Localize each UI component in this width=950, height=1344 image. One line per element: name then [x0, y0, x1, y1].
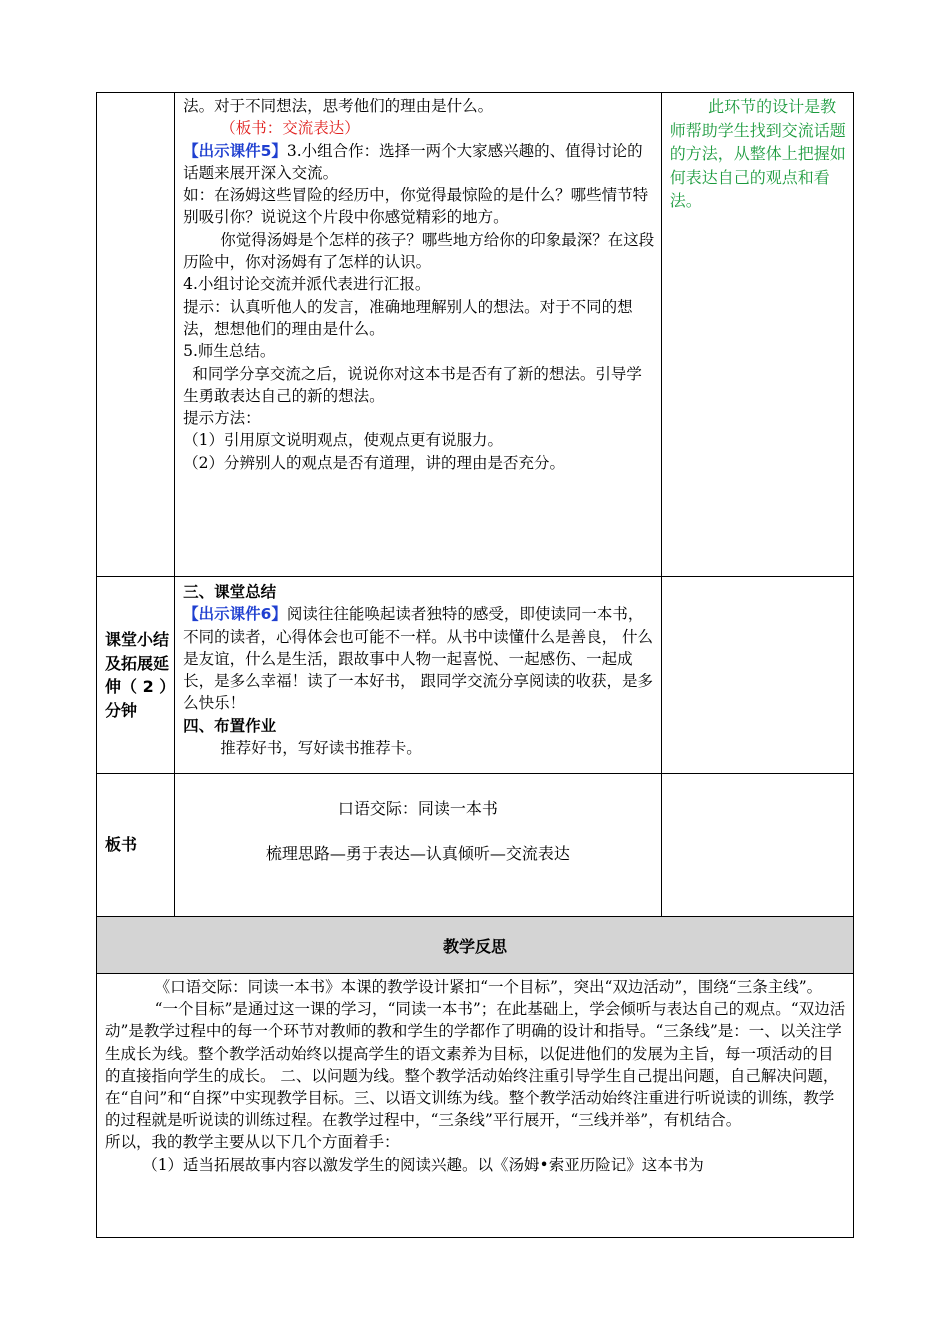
reflection-content-cell [97, 974, 854, 1238]
reflection-paragraph: 所以，我的教学主要从以下几个方面着手： [105, 1133, 400, 1152]
discussion-line: （1）引用原文说明观点，使观点更有说服力。 [183, 431, 503, 450]
discussion-content-cell [175, 93, 662, 577]
discussion-line: 提示：认真听他人的发言，准确地理解别人的想法。对于不同的想法，想想他们的理由是什么。 [183, 297, 633, 338]
board-flow: 梳理思路—勇于表达—认真倾听—交流表达 [265, 844, 570, 863]
summary-row [97, 577, 854, 774]
discussion-line: 法。对于不同想法，思考他们的理由是什么。 [183, 97, 494, 115]
design-note-cell [661, 93, 853, 577]
discussion-line: 4.小组讨论交流并派代表进行汇报。 [183, 275, 431, 294]
design-note: 此环节的设计是教师帮助学生找到交流话题的方法，从整体上把握如何表达自己的观点和看法。 [669, 97, 846, 210]
summary-label: 课堂小结及拓展延伸（ 2 ）分钟 [97, 577, 175, 774]
summary-content-cell [175, 577, 662, 774]
discussion-label-cell [97, 93, 175, 577]
discussion-line: 3.小组合作：选择一两个大家感兴趣的、值得讨论的话题来展开深入交流。 [183, 141, 643, 182]
board-note: （板书：交流表达） [220, 119, 360, 138]
board-content-cell [175, 774, 662, 917]
courseware-tag-5: 【出示课件5】 [183, 141, 287, 160]
reflection-paragraph: “一个目标”是通过这一课的学习，“同读一本书”；在此基础上，学会倾听与表达自己的观点。“双边活动”是教学过程中的每一个环节对教师的教和学生的学都作了明确的设计和指导。“三条线”是：一、以关注学生成长为线。整个教学活动始终以提高学生的语文素养为目标，以促进他们的发展为主旨，每一项活动的目的直接指向学生的成长。 二、以问题为线。整个教学活动始终注重引导学生自己提出问题，自己解决问题，在“自问”和“自探”中实现教学目标。三、以语文训练为线。整个教学活动始终注重进行听说读的训练，教学的过程就是听说读的训练过程。在教学过程中，“三条线”平行展开，“三线并举”，有机结合。 [105, 1000, 846, 1130]
discussion-line: 和同学分享交流之后，说说你对这本书是否有了新的想法。引导学生勇敢表达自己的新的想法。 [183, 364, 642, 405]
discussion-line: 你觉得汤姆是个怎样的孩子？哪些地方给你的印象最深？在这段历险中，你对汤姆有了怎样的认识。 [183, 230, 655, 272]
homework-text: 推荐好书，写好读书推荐卡。 [220, 739, 422, 758]
reflection-head-row [97, 917, 854, 974]
discussion-line: 如：在汤姆这些冒险的经历中，你觉得最惊险的是什么？哪些情节特别吸引你？说说这个片段中你感觉精彩的地方。 [183, 186, 649, 227]
summary-heading: 三、课堂总结 [183, 583, 277, 601]
courseware-tag-6: 【出示课件6】 [183, 605, 287, 624]
discussion-line: 5.师生总结。 [183, 342, 276, 361]
reflection-paragraph: （1）适当拓展故事内容以激发学生的阅读兴趣。以《汤姆•索亚历险记》这本书为 [142, 1155, 704, 1174]
homework-heading: 四、布置作业 [183, 716, 277, 735]
board-title: 口语交际：同读一本书 [337, 799, 498, 818]
board-note-cell [661, 774, 853, 917]
lesson-plan-table [96, 92, 854, 1238]
board-row [97, 774, 854, 917]
summary-note-cell [661, 577, 853, 774]
reflection-paragraph: 《口语交际：同读一本书》本课的教学设计紧扣“一个目标”，突出“双边活动”，围绕“三条主线”。 [154, 978, 823, 996]
discussion-line: （2）分辨别人的观点是否有道理，讲的理由是否充分。 [183, 453, 565, 472]
summary-text: 阅读往往能唤起读者独特的感受，即使读同一本书，不同的读者，心得体会也可能不一样。从书中读懂什么是善良， 什么是友谊，什么是生活，跟故事中人物一起喜悦、一起感伤、一起成长，是多么幸福！读了一本好书， 跟同学交流分享阅读的收获，是多么快乐！ [183, 605, 654, 713]
board-label: 板书 [97, 774, 175, 917]
discussion-row [97, 93, 854, 577]
discussion-line: 提示方法： [183, 409, 261, 428]
reflection-row [97, 974, 854, 1238]
reflection-heading: 教学反思 [97, 917, 854, 974]
